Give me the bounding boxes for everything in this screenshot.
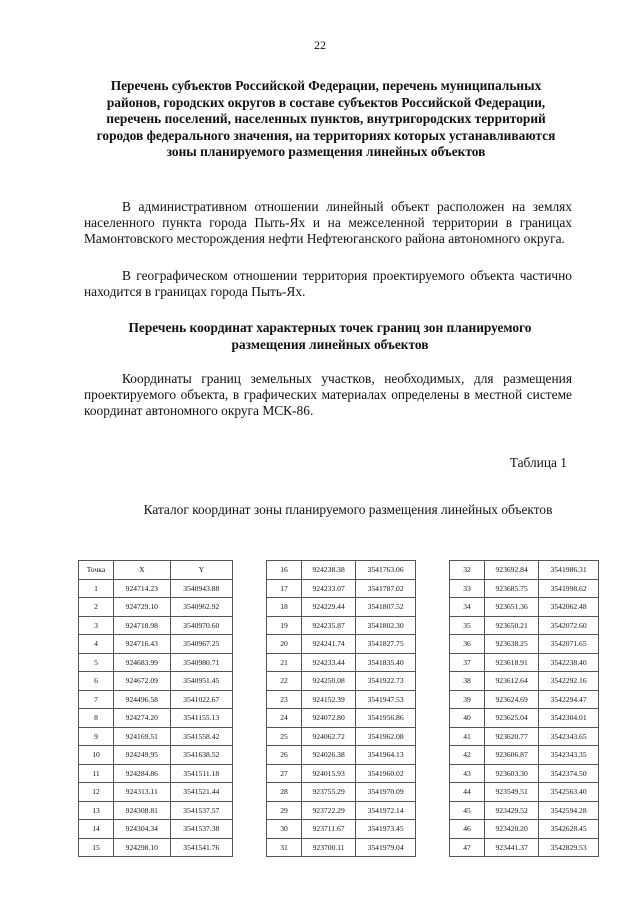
table-row [267, 616, 416, 635]
table-row [79, 690, 233, 709]
coordinates-table-3 [449, 560, 599, 857]
table-row [450, 672, 599, 691]
paragraph-coordinates: Координаты границ земельных участков, необходимых, для размещения проектируемого объекта, в графических материалах определены в местной системе координат автономного округа МСК-86. [84, 371, 572, 418]
cell-point: 41 [450, 727, 485, 746]
cell-x: 924284.86 [114, 764, 171, 783]
table-row [79, 635, 233, 654]
cell-point: 31 [267, 838, 302, 857]
cell-point: 26 [267, 746, 302, 765]
cell-point: 32 [450, 561, 485, 580]
cell-point: 27 [267, 764, 302, 783]
coordinates-heading: Перечень координат характерных точек границ зон планируемого размещения линейных объектов [128, 320, 532, 352]
cell-y: 3541537.38 [170, 820, 232, 839]
table-row [450, 727, 599, 746]
cell-x: 923722.29 [302, 801, 356, 820]
cell-x: 923692.84 [485, 561, 539, 580]
table-row [450, 801, 599, 820]
cell-point: 6 [79, 672, 114, 691]
cell-point: 20 [267, 635, 302, 654]
table-row [79, 764, 233, 783]
cell-point: 1 [79, 579, 114, 598]
cell-y: 3541973.45 [356, 820, 416, 839]
cell-point: 39 [450, 690, 485, 709]
cell-point: 10 [79, 746, 114, 765]
table-row [267, 635, 416, 654]
cell-point: 19 [267, 616, 302, 635]
cell-y: 3542238.40 [539, 653, 599, 672]
cell-x: 924714.23 [114, 579, 171, 598]
table-row [450, 579, 599, 598]
cell-x: 924233.44 [302, 653, 356, 672]
table-label: Таблица 1 [509, 455, 567, 470]
cell-x: 923429.52 [485, 801, 539, 820]
table-row [79, 579, 233, 598]
cell-point: 37 [450, 653, 485, 672]
table-row [79, 653, 233, 672]
cell-point: 42 [450, 746, 485, 765]
cell-point: 35 [450, 616, 485, 635]
table-row [267, 820, 416, 839]
table-row [450, 746, 599, 765]
cell-x: 923420.20 [485, 820, 539, 839]
cell-x: 924238.38 [302, 561, 356, 580]
cell-x: 924250.08 [302, 672, 356, 691]
table-row [267, 801, 416, 820]
cell-y: 3541155.13 [170, 709, 232, 728]
cell-y: 3540951.45 [170, 672, 232, 691]
cell-x: 924304.34 [114, 820, 171, 839]
cell-x: 924683.99 [114, 653, 171, 672]
cell-point: 4 [79, 635, 114, 654]
cell-point: 17 [267, 579, 302, 598]
cell-y: 3541511.18 [170, 764, 232, 783]
cell-y: 3542594.28 [539, 801, 599, 820]
cell-y: 3542294.47 [539, 690, 599, 709]
cell-point: 25 [267, 727, 302, 746]
cell-point: 8 [79, 709, 114, 728]
table-row [450, 635, 599, 654]
header-point: Точка [79, 561, 114, 580]
table-header-row [79, 561, 233, 580]
cell-point: 18 [267, 598, 302, 617]
cell-y: 3541521.44 [170, 783, 232, 802]
table-caption: Каталог координат зоны планируемого размещения линейных объектов [143, 502, 553, 517]
page-number: 22 [314, 38, 326, 52]
header-x: X [114, 561, 171, 580]
table-row [267, 672, 416, 691]
cell-y: 3541979.04 [356, 838, 416, 857]
cell-y: 3542829.53 [539, 838, 599, 857]
cell-point: 40 [450, 709, 485, 728]
table-row [267, 764, 416, 783]
cell-x: 924718.98 [114, 616, 171, 635]
cell-x: 924026.38 [302, 746, 356, 765]
cell-y: 3541787.02 [356, 579, 416, 598]
cell-x: 923624.69 [485, 690, 539, 709]
cell-x: 923651.36 [485, 598, 539, 617]
cell-point: 36 [450, 635, 485, 654]
cell-x: 924233.07 [302, 579, 356, 598]
table-row [450, 561, 599, 580]
section-heading: Перечень субъектов Российской Федерации, перечень муниципальных районов, городских округов в составе субъектов Российской Федерации, перечень поселений, населенных пунктов, внутригородских территорий городов федерального значения, на территориях которых устанавливаются зоны планируемого размещения линейных объектов [96, 78, 556, 159]
cell-x: 923618.91 [485, 653, 539, 672]
table-row [450, 598, 599, 617]
cell-x: 924169.51 [114, 727, 171, 746]
table-row [267, 727, 416, 746]
cell-y: 3540980.71 [170, 653, 232, 672]
cell-y: 3541960.02 [356, 764, 416, 783]
table-row [267, 783, 416, 802]
cell-y: 3542563.40 [539, 783, 599, 802]
table-row [450, 838, 599, 857]
cell-point: 11 [79, 764, 114, 783]
cell-x: 924152.39 [302, 690, 356, 709]
cell-x: 923612.64 [485, 672, 539, 691]
table-row [450, 616, 599, 635]
cell-x: 924308.81 [114, 801, 171, 820]
table-row [79, 598, 233, 617]
cell-x: 924072.80 [302, 709, 356, 728]
cell-point: 33 [450, 579, 485, 598]
cell-x: 924716.43 [114, 635, 171, 654]
cell-y: 3542343.65 [539, 727, 599, 746]
cell-y: 3542343.35 [539, 746, 599, 765]
cell-x: 923650.21 [485, 616, 539, 635]
table-row [450, 653, 599, 672]
table-row [267, 561, 416, 580]
table-row [267, 653, 416, 672]
cell-x: 924235.87 [302, 616, 356, 635]
cell-point: 46 [450, 820, 485, 839]
table-row [450, 764, 599, 783]
cell-point: 38 [450, 672, 485, 691]
cell-point: 14 [79, 820, 114, 839]
cell-point: 22 [267, 672, 302, 691]
cell-y: 3541763.06 [356, 561, 416, 580]
cell-point: 23 [267, 690, 302, 709]
paragraph-geography: В географическом отношении территория проектируемого объекта частично находится в границах города Пыть-Ях. [84, 268, 572, 299]
cell-point: 16 [267, 561, 302, 580]
cell-x: 923603.30 [485, 764, 539, 783]
table-row [79, 820, 233, 839]
cell-x: 923625.04 [485, 709, 539, 728]
table-row [79, 709, 233, 728]
cell-y: 3541022.67 [170, 690, 232, 709]
cell-y: 3540943.88 [170, 579, 232, 598]
cell-y: 3541964.13 [356, 746, 416, 765]
coordinates-table-2 [266, 560, 416, 857]
cell-y: 3541638.52 [170, 746, 232, 765]
cell-x: 924274.20 [114, 709, 171, 728]
cell-y: 3541558.42 [170, 727, 232, 746]
cell-y: 3542304.01 [539, 709, 599, 728]
table-row [267, 690, 416, 709]
cell-y: 3541998.62 [539, 579, 599, 598]
cell-point: 47 [450, 838, 485, 857]
cell-y: 3540962.92 [170, 598, 232, 617]
table-row [267, 838, 416, 857]
paragraph-location: В административном отношении линейный объект расположен на землях населенного пункта города Пыть-Ях и на межселенной территории в границах Мамонтовского месторождения нефти Нефтеюганского района автономного округа. [84, 199, 572, 246]
cell-y: 3541947.53 [356, 690, 416, 709]
cell-y: 3541972.14 [356, 801, 416, 820]
cell-point: 13 [79, 801, 114, 820]
cell-x: 924298.10 [114, 838, 171, 857]
cell-point: 29 [267, 801, 302, 820]
cell-point: 34 [450, 598, 485, 617]
cell-y: 3542072.60 [539, 616, 599, 635]
cell-y: 3541835.40 [356, 653, 416, 672]
cell-point: 3 [79, 616, 114, 635]
cell-point: 30 [267, 820, 302, 839]
cell-x: 924672.09 [114, 672, 171, 691]
cell-point: 28 [267, 783, 302, 802]
table-row [79, 801, 233, 820]
cell-point: 45 [450, 801, 485, 820]
cell-y: 3541827.75 [356, 635, 416, 654]
table-row [450, 820, 599, 839]
cell-y: 3542062.48 [539, 598, 599, 617]
cell-point: 12 [79, 783, 114, 802]
coordinates-table-1 [78, 560, 233, 857]
cell-y: 3541962.08 [356, 727, 416, 746]
cell-x: 924496.58 [114, 690, 171, 709]
cell-point: 5 [79, 653, 114, 672]
cell-y: 3542628.45 [539, 820, 599, 839]
table-row [267, 598, 416, 617]
cell-point: 43 [450, 764, 485, 783]
cell-x: 923685.75 [485, 579, 539, 598]
cell-point: 9 [79, 727, 114, 746]
table-row [450, 709, 599, 728]
cell-x: 923700.11 [302, 838, 356, 857]
cell-x: 923638.25 [485, 635, 539, 654]
table-row [79, 783, 233, 802]
table-row [79, 672, 233, 691]
cell-x: 923549.51 [485, 783, 539, 802]
table-row [79, 838, 233, 857]
cell-y: 3541537.57 [170, 801, 232, 820]
cell-x: 924249.95 [114, 746, 171, 765]
table-row [267, 709, 416, 728]
cell-x: 923755.29 [302, 783, 356, 802]
cell-x: 924229.44 [302, 598, 356, 617]
cell-x: 924729.10 [114, 598, 171, 617]
table-row [79, 746, 233, 765]
cell-y: 3542374.50 [539, 764, 599, 783]
table-row [79, 727, 233, 746]
cell-x: 923711.67 [302, 820, 356, 839]
cell-x: 924241.74 [302, 635, 356, 654]
cell-point: 15 [79, 838, 114, 857]
cell-x: 924062.72 [302, 727, 356, 746]
cell-point: 24 [267, 709, 302, 728]
cell-y: 3542292.16 [539, 672, 599, 691]
table-row [267, 746, 416, 765]
cell-y: 3542071.65 [539, 635, 599, 654]
table-row [450, 783, 599, 802]
cell-y: 3541956.86 [356, 709, 416, 728]
table-row [267, 579, 416, 598]
cell-y: 3541986.31 [539, 561, 599, 580]
cell-y: 3540970.60 [170, 616, 232, 635]
table-row [450, 690, 599, 709]
cell-point: 44 [450, 783, 485, 802]
cell-y: 3541802.30 [356, 616, 416, 635]
cell-x: 923441.37 [485, 838, 539, 857]
cell-y: 3541922.73 [356, 672, 416, 691]
cell-x: 924015.93 [302, 764, 356, 783]
cell-y: 3541807.52 [356, 598, 416, 617]
table-row [79, 616, 233, 635]
cell-x: 923620.77 [485, 727, 539, 746]
cell-point: 7 [79, 690, 114, 709]
cell-x: 923606.87 [485, 746, 539, 765]
cell-x: 924313.11 [114, 783, 171, 802]
cell-y: 3540967.25 [170, 635, 232, 654]
cell-point: 2 [79, 598, 114, 617]
header-y: Y [170, 561, 232, 580]
cell-y: 3541541.76 [170, 838, 232, 857]
cell-point: 21 [267, 653, 302, 672]
cell-y: 3541970.09 [356, 783, 416, 802]
